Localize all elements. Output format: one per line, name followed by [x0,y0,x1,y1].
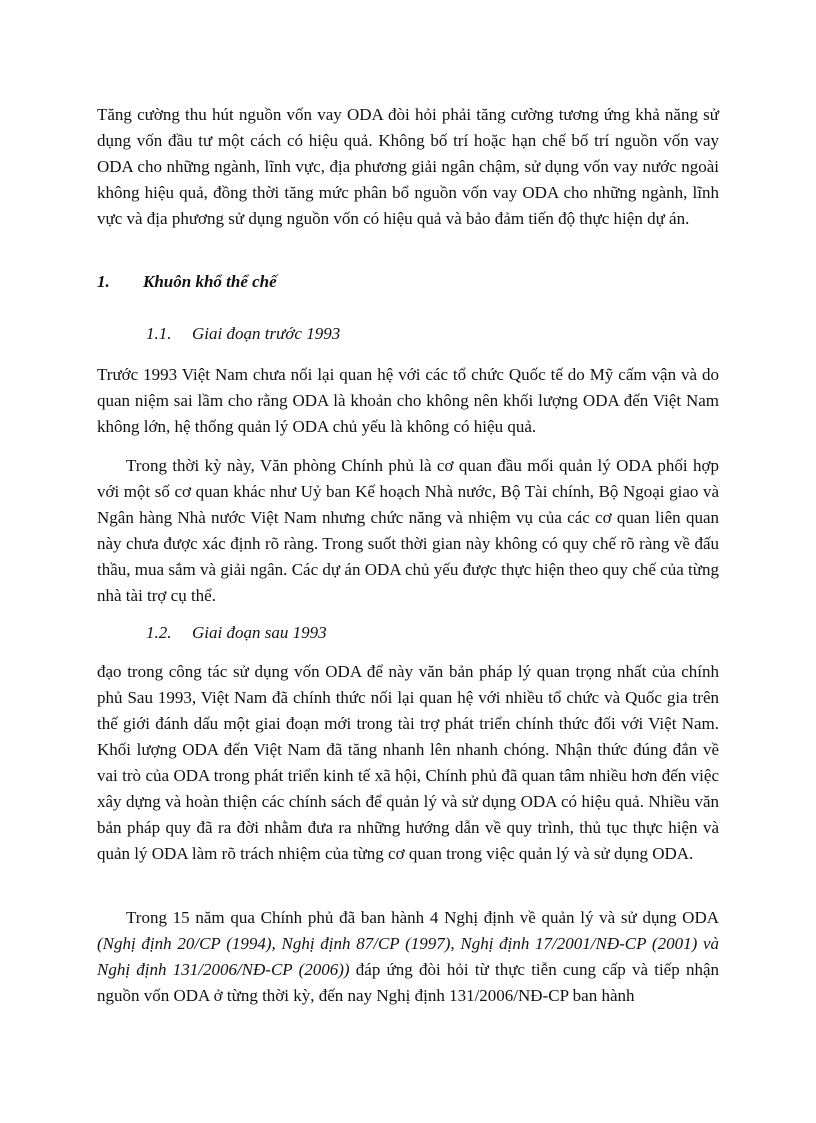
paragraph-before-1993-b: Trong thời kỳ này, Văn phòng Chính phủ là cơ quan đầu mối quản lý ODA phối hợp với một số cơ quan khác như Uỷ ban Kế hoạch Nhà nước, Bộ Tài chính, Bộ Ngoại giao và Ngân hàng Nhà nước Việt Nam nhưng chức năng và nhiệm vụ của các cơ quan liên quan này chưa được xác định rõ ràng. Trong suốt thời gian này không có quy chế rõ ràng về đấu thầu, mua sắm và giải ngân. Các dự án ODA chủ yếu được thực hiện theo quy chế của từng nhà tài trợ cụ thể. [97,456,719,605]
subsection-number: 1.1. [146,324,172,343]
paragraph-after-1993-b [97,905,719,1009]
subsection-heading-1-2 [146,623,327,643]
subsection-title: Giai đoạn trước 1993 [192,324,341,343]
decree-list-italic: (Nghị định 20/CP (1994), Nghị định 87/CP (1997), Nghị định 17/2001/NĐ-CP (2001) và Nghị định 131/2006/NĐ-CP (2006)) [97,934,719,979]
paragraph-before-1993-a: Trước 1993 Việt Nam chưa nối lại quan hệ với các tổ chức Quốc tế do Mỹ cấm vận và do quan niệm sai lầm cho rằng ODA là khoản cho không nên khối lượng ODA đến Việt Nam không lớn, hệ thống quản lý ODA chủ yếu là không có hiệu quả. [97,365,719,436]
section-number: 1. [97,272,110,291]
intro-paragraph: Tăng cường thu hút nguồn vốn vay ODA đòi hỏi phải tăng cường tương ứng khả năng sử dụng vốn đầu tư một cách có hiệu quả. Không bố trí hoặc hạn chế bố trí nguồn vốn vay ODA cho những ngành, lĩnh vực, địa phương giải ngân chậm, sử dụng vốn vay nước ngoài không hiệu quả, đồng thời tăng mức phân bổ nguồn vốn vay ODA cho những ngành, lĩnh vực và địa phương sử dụng nguồn vốn có hiệu quả và bảo đảm tiến độ thực hiện dự án. [97,105,719,228]
subsection-number: 1.2. [146,623,172,642]
paragraph-after-1993-a: đạo trong công tác sử dụng vốn ODA để này văn bản pháp lý quan trọng nhất của chính phủ Sau 1993, Việt Nam đã chính thức nối lại quan hệ với nhiều tổ chức và Quốc gia trên thế giới đánh dấu một giai đoạn mới trong tài trợ phát triển chính thức đối với Việt Nam. Khối lượng ODA đến Việt Nam đã tăng nhanh lên nhanh chóng. Nhận thức đúng đắn về vai trò của ODA trong phát triển kinh tế xã hội, Chính phủ đã quan tâm nhiều hơn đến việc xây dựng và hoàn thiện các chính sách để quản lý và sử dụng ODA có hiệu quả. Nhiều văn bản pháp quy đã ra đời nhằm đưa ra những hướng dẫn về quy trình, thủ tục thực hiện và quản lý ODA làm rõ trách nhiệm của từng cơ quan trong việc quản lý và sử dụng ODA. [97,662,719,863]
paragraph-text: đáp ứng đòi hỏi từ thực tiễn cung cấp và tiếp nhận nguồn vốn ODA ở từng thời kỳ, đến nay Nghị định 131/2006/NĐ-CP ban hành [97,960,719,1005]
subsection-heading-1-1 [146,324,340,344]
section-title: Khuôn khổ thể chế [143,272,277,291]
paragraph-text: Trong 15 năm qua Chính phủ đã ban hành 4 Nghị định về quản lý và sử dụng ODA [126,908,719,927]
subsection-title: Giai đoạn sau 1993 [192,623,327,642]
section-heading-1 [97,272,277,292]
